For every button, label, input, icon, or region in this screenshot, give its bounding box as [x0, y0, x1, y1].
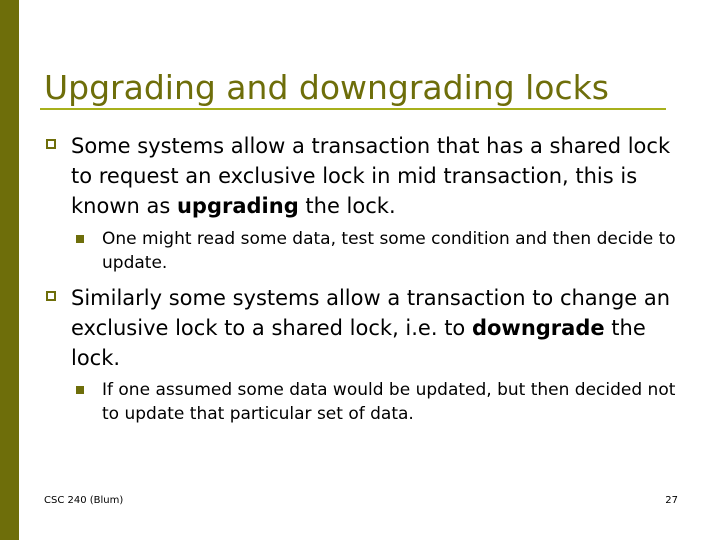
footer-course: CSC 240 (Blum): [44, 495, 124, 506]
filled-square-bullet-icon: [76, 235, 84, 243]
bullet-text: [71, 131, 686, 221]
bullet-text: [71, 283, 686, 373]
bullet-upgrading: [46, 131, 686, 221]
filled-square-bullet-icon: [76, 386, 84, 394]
bullet-text-part: the lock.: [298, 194, 396, 218]
sub-bullet-text: If one assumed some data would be updated, but then decided not to update that particular set of data.: [102, 380, 676, 424]
page-number: 27: [665, 495, 678, 506]
bullet-emphasis: downgrade: [471, 316, 605, 340]
sub-bullet-downgrading: [76, 378, 676, 426]
square-bullet-icon: [46, 291, 56, 301]
bullet-text-part: Similarly some systems allow a transaction to change an exclusive lock to a shared lock, i.e. to: [71, 286, 671, 340]
slide-title: Upgrading and downgrading locks: [44, 68, 609, 107]
sub-bullet-upgrading: [76, 227, 676, 275]
title-underline: [40, 108, 666, 110]
sub-bullet-text: One might read some data, test some condition and then decide to update.: [102, 229, 676, 273]
bullet-text-part: Some systems allow a transaction that has a shared lock to request an exclusive lock in mid transaction, this is known as: [71, 134, 671, 218]
square-bullet-icon: [46, 139, 56, 149]
bullet-downgrading: [46, 283, 686, 373]
left-accent-bar: [0, 0, 19, 540]
bullet-text-part: the lock.: [71, 316, 646, 370]
bullet-emphasis: upgrading: [176, 194, 299, 218]
